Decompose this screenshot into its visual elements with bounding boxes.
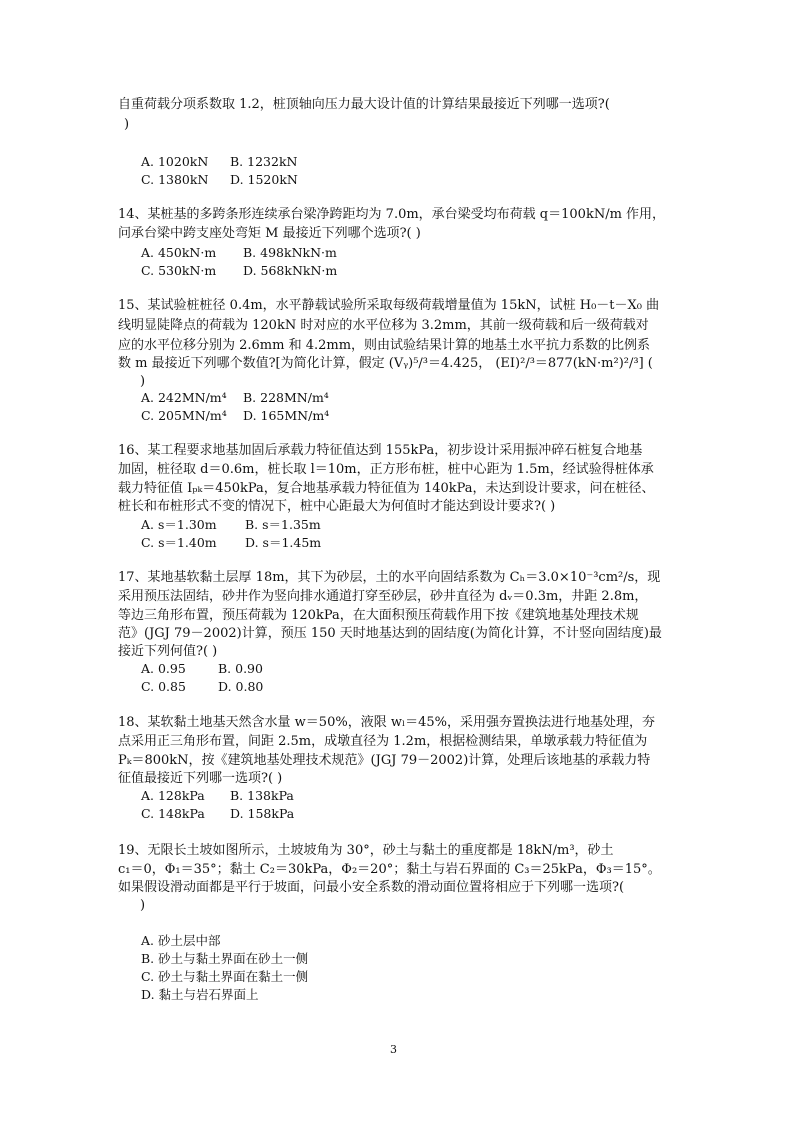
q17-option-d: D. 0.80 [218,679,264,694]
q16-option-d: D. s＝1.45m [245,535,322,550]
q19-option-d: D. 黏土与岩石界面上 [141,987,259,1002]
q15-line-3: 应的水平位移分别为 2.6mm 和 4.2mm，则由试验结果计算的地基土水平抗力系数的比例系 [118,338,651,353]
q17-option-a: A. 0.95 [141,661,186,676]
q15-option-c: C. 205MN/m⁴ [141,408,227,423]
q13-option-a: A. 1020kN [141,154,209,169]
q17-line-5: 接近下列何值?( ) [118,644,218,659]
q15-option-a: A. 242MN/m⁴ [141,390,227,405]
q19-option-a: A. 砂土层中部 [141,933,221,948]
q18-option-d: D. 158kPa [230,806,295,821]
q15-option-d: D. 165MN/m⁴ [243,408,330,423]
q15-option-b: B. 228MN/m⁴ [243,390,329,405]
q14-option-b: B. 498kNkN·m [243,245,337,260]
q19-option-c: C. 砂土与黏土界面在黏土一侧 [141,969,309,984]
q15-line-5: ) [140,374,146,389]
q14-line-1: 14、某桩基的多跨条形连续承台梁净跨距均为 7.0m，承台梁受均布荷载 q＝100kN/m 作用， [118,207,666,222]
q19-line-4: ) [140,898,146,913]
q18-line-4: 征值最接近下列哪一选项?( ) [118,771,283,786]
q16-line-3: 载力特征值 Iₚₖ＝450kPa，复合地基承载力特征值为 140kPa，未达到设计要求，问在桩径、 [118,481,655,496]
q14-line-2: 问承台梁中跨支座处弯矩 M 最接近下列哪个选项?( ) [118,226,421,241]
q18-line-2: 点采用正三角形布置，间距 2.5m，成墩直径为 1.2m，根据检测结果，单墩承载力特征值为 [118,734,648,749]
q17-line-1: 17、某地基软黏土层厚 18m，其下为砂层，土的水平向固结系数为 Cₕ＝3.0×10⁻³cm²/s，现 [118,570,661,585]
page-number: 3 [390,1043,397,1056]
q18-option-a: A. 128kPa [141,788,205,803]
q13-option-d: D. 1520kN [230,172,298,187]
q17-option-b: B. 0.90 [218,661,263,676]
q19-line-2: c₁＝0，Φ₁＝35°；黏土 C₂＝30kPa，Φ₂＝20°；黏土与岩石界面的 C₃＝25kPa，Φ₃＝15°。 [118,862,661,877]
q13-line-2: ) [124,117,130,132]
q16-line-1: 16、某工程要求地基加固后承载力特征值达到 155kPa，初步设计采用振冲碎石桩复合地基 [118,443,643,458]
q18-line-1: 18、某软黏土地基天然含水量 w＝50%，液限 wₗ＝45%，采用强夯置换法进行地基处理，夯 [118,715,656,730]
q15-line-4: 数 m 最接近下列哪个数值?[为简化计算，假定 (Vᵧ)⁵/³＝4.425， (EI)²/³＝877(kN·m²)²/³] ( [118,356,653,371]
q18-option-b: B. 138kPa [230,788,294,803]
q14-option-a: A. 450kN·m [141,245,217,260]
q19-line-3: 如果假设滑动面都是平行于坡面，问最小安全系数的滑动面位置将相应于下列哪一选项?( [118,880,625,895]
q13-option-c: C. 1380kN [141,172,209,187]
q17-line-4: 范》(JGJ 79－2002)计算，预压 150 天时地基达到的固结度(为简化计算，不计竖向固结度)最 [118,626,662,641]
q14-option-d: D. 568kNkN·m [243,263,338,278]
q18-option-c: C. 148kPa [141,806,205,821]
q18-line-3: Pₖ＝800kN，按《建筑地基处理技术规范》(JGJ 79－2002)计算，处理后该地基的承载力特 [118,753,651,768]
q14-option-c: C. 530kN·m [141,263,217,278]
q16-option-c: C. s＝1.40m [141,535,217,550]
q16-option-a: A. s＝1.30m [141,517,217,532]
q19-option-b: B. 砂土与黏土界面在砂土一侧 [141,951,309,966]
q19-line-1: 19、无限长土坡如图所示，土坡坡角为 30°，砂土与黏土的重度都是 18kN/m³，砂土 [118,843,614,858]
q15-line-2: 线明显陡降点的荷载为 120kN 时对应的水平位移为 3.2mm，其前一级荷载和后一级荷载对 [118,318,649,333]
q16-line-4: 桩长和布桩形式不变的情况下，桩中心距最大为何值时才能达到设计要求?( ) [118,499,556,514]
q16-line-2: 加固，桩径取 d＝0.6m，桩长取 l＝10m，正方形布桩，桩中心距为 1.5m，经试验得桩体承 [118,462,654,477]
q17-line-2: 采用预压法固结，砂井作为竖向排水通道打穿至砂层，砂井直径为 dᵥ＝0.3m，井距 2.8m， [118,589,648,604]
q17-line-3: 等边三角形布置，预压荷载为 120kPa，在大面积预压荷载作用下按《建筑地基处理技术规 [118,608,639,623]
q15-line-1: 15、某试验桩桩径 0.4m，水平静载试验所采取每级荷载增量值为 15kN，试桩 H₀－t－X₀ 曲 [118,298,660,313]
q13-line-1: 自重荷载分项系数取 1.2，桩顶轴向压力最大设计值的计算结果最接近下列哪一选项?( [118,97,610,112]
q17-option-c: C. 0.85 [141,679,186,694]
q13-option-b: B. 1232kN [230,154,298,169]
q16-option-b: B. s＝1.35m [245,517,321,532]
